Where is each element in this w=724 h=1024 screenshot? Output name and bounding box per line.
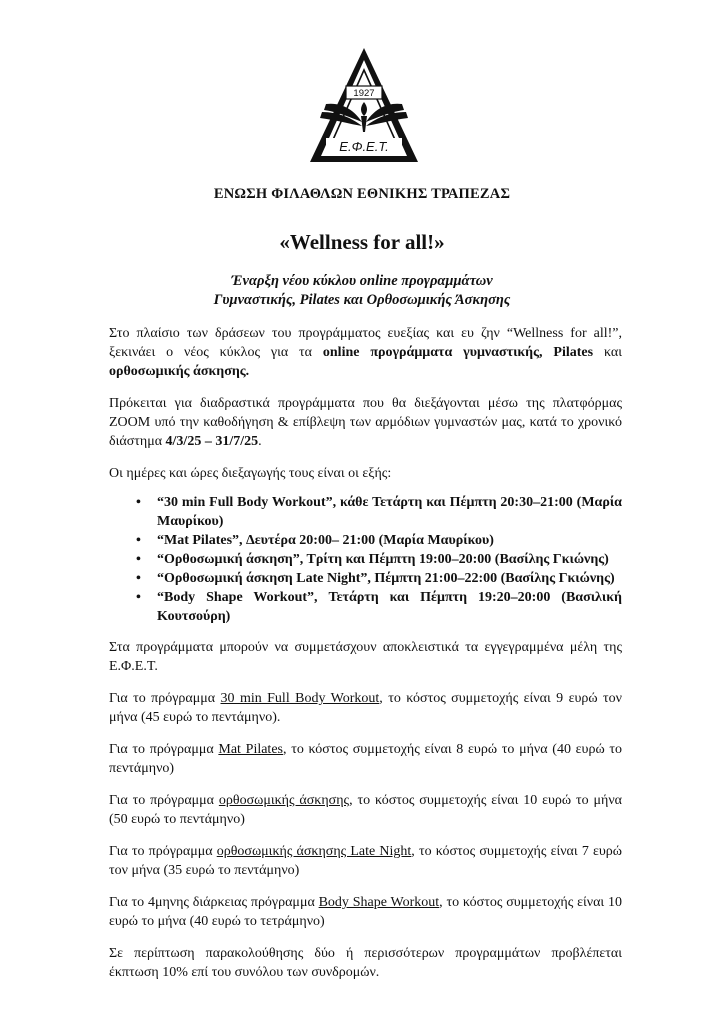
description-end: . bbox=[258, 434, 262, 449]
price-paragraph bbox=[109, 791, 622, 829]
price-program: Mat Pilates bbox=[218, 742, 283, 757]
price-post: , το κόστος συμμετοχής είναι 10 ευρώ το μήνα (50 ευρώ το πεντάμηνο) bbox=[109, 793, 622, 827]
bullet: • bbox=[136, 571, 141, 586]
subtitle-line-2: Γυμναστικής, Pilates και Ορθοσωμικής Άσκησης bbox=[213, 292, 511, 308]
intro-sep: , bbox=[539, 345, 554, 360]
price-pre: Για το πρόγραμμα bbox=[109, 742, 219, 757]
price-paragraph bbox=[109, 842, 622, 880]
price-post: , το κόστος συμμετοχής είναι 7 ευρώ τον μήνα (35 ευρώ το πεντάμηνο) bbox=[109, 844, 622, 878]
price-program: Body Shape Workout bbox=[318, 895, 440, 910]
list-item bbox=[136, 569, 622, 588]
program-dates: 4/3/25 – 31/7/25 bbox=[165, 434, 259, 449]
efet-logo bbox=[308, 46, 420, 164]
price-pre: Για το 4μηνης διάρκειας πρόγραμμα bbox=[109, 895, 319, 910]
price-post: , το κόστος συμμετοχής είναι 8 ευρώ το μήνα (40 ευρώ το πεντάμηνο) bbox=[109, 742, 623, 776]
logo-letters: Ε.Φ.Ε.Τ. bbox=[339, 139, 389, 154]
logo-year: 1927 bbox=[353, 88, 375, 99]
price-post: , το κόστος συμμετοχής είναι 10 ευρώ το μήνα (40 ευρώ το τετράμηνο) bbox=[109, 895, 622, 929]
schedule-text: “30 min Full Body Workout”, κάθε Τετάρτη και Πέμπτη 20:30–21:00 (Μαρία Μαυρίκου) bbox=[157, 495, 622, 529]
price-program: 30 min Full Body Workout bbox=[220, 691, 380, 706]
price-program: ορθοσωμικής άσκησης Late Night bbox=[216, 844, 412, 859]
list-item bbox=[136, 588, 622, 626]
list-item bbox=[136, 531, 622, 550]
price-paragraph bbox=[109, 740, 622, 778]
document-title: «Wellness for all!» bbox=[279, 230, 445, 254]
list-item bbox=[136, 493, 622, 531]
document-subtitle bbox=[0, 272, 724, 310]
description-text: Πρόκειται για διαδραστικά προγράμματα που θα διεξάγονται μέσω της πλατφόρμας ZOOM υπό την καθοδήγηση & επίβλεψη των αρμόδιων γυμναστών μας, κατά το χρονικό διάστημα bbox=[109, 396, 622, 449]
description-paragraph bbox=[109, 394, 622, 451]
schedule-text: “Ορθοσωμική άσκηση”, Τρίτη και Πέμπτη 19:00–20:00 (Βασίλης Γκιώνης) bbox=[157, 552, 609, 567]
price-paragraph bbox=[109, 689, 622, 727]
bullet: • bbox=[136, 495, 141, 510]
document-body bbox=[109, 324, 622, 982]
price-paragraph bbox=[109, 893, 622, 931]
organization-name: ΕΝΩΣΗ ΦΙΛΑΘΛΩΝ ΕΘΝΙΚΗΣ ΤΡΑΠΕΖΑΣ bbox=[213, 186, 511, 202]
intro-bold-pilates: Pilates bbox=[553, 345, 594, 360]
list-item bbox=[136, 550, 622, 569]
price-post: , το κόστος συμμετοχής είναι 9 ευρώ τον μήνα (45 ευρώ το πεντάμηνο). bbox=[109, 691, 622, 725]
price-pre: Για το πρόγραμμα bbox=[109, 793, 219, 808]
schedule-list bbox=[109, 493, 622, 626]
schedule-intro: Οι ημέρες και ώρες διεξαγωγής τους είναι οι εξής: bbox=[109, 466, 392, 481]
price-pre: Για το πρόγραμμα bbox=[109, 844, 217, 859]
bullet: • bbox=[136, 590, 141, 605]
schedule-text: “Mat Pilates”, Δευτέρα 20:00– 21:00 (Μαρία Μαυρίκου) bbox=[157, 533, 494, 548]
discount-note: Σε περίπτωση παρακολούθησης δύο ή περισσότερων προγραμμάτων προβλέπεται έκπτωση 10% επί του συνόλου των συνδρομών. bbox=[109, 946, 622, 980]
intro-paragraph bbox=[109, 324, 622, 381]
members-note: Στα προγράμματα μπορούν να συμμετάσχουν αποκλειστικά τα εγγεγραμμένα μέλη της Ε.Φ.Ε.Τ. bbox=[109, 640, 622, 674]
intro-and: και bbox=[593, 345, 622, 360]
price-pre: Για το πρόγραμμα bbox=[109, 691, 221, 706]
bullet: • bbox=[136, 533, 141, 548]
price-program: ορθοσωμικής άσκησης bbox=[218, 793, 350, 808]
schedule-text: “Body Shape Workout”, Τετάρτη και Πέμπτη 19:20–20:00 (Βασιλική Κουτσούρη) bbox=[157, 590, 622, 624]
schedule-text: “Ορθοσωμική άσκηση Late Night”, Πέμπτη 21:00–22:00 (Βασίλης Γκιώνης) bbox=[157, 571, 615, 586]
bullet: • bbox=[136, 552, 141, 567]
intro-bold-gym: online προγράμματα γυμναστικής bbox=[322, 345, 540, 360]
intro-bold-ortho: ορθοσωμικής άσκησης. bbox=[109, 364, 250, 379]
subtitle-line-1: Έναρξη νέου κύκλου online προγραμμάτων bbox=[231, 273, 493, 289]
intro-text: Στο πλαίσιο των δράσεων του προγράμματος ευεξίας και ευ ζην “Wellness for all!”, ξεκινάει ο νέος κύκλος για τα bbox=[109, 326, 622, 360]
